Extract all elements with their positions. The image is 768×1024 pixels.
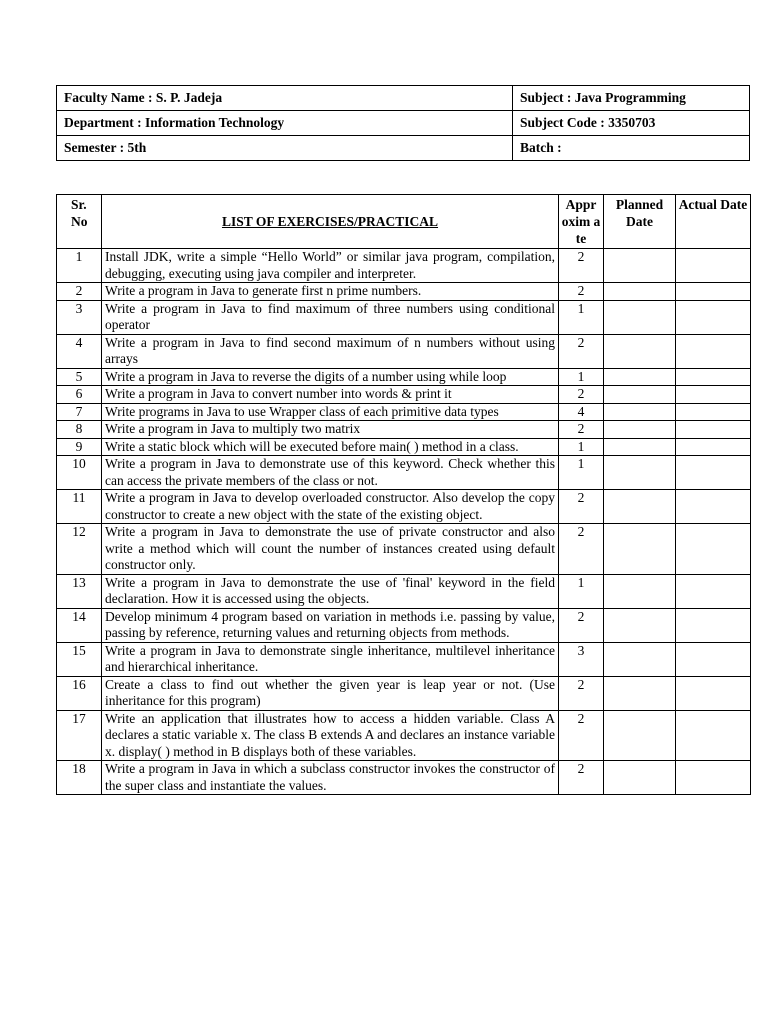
- approx-hours: 2: [559, 249, 604, 283]
- row-number: 18: [57, 761, 102, 795]
- planned-date: [604, 490, 676, 524]
- exercise-description: Develop minimum 4 program based on variation in methods i.e. passing by value, passing by reference, returning values and returning objects from methods.: [102, 608, 559, 642]
- table-row: [57, 524, 751, 575]
- table-row: [57, 300, 751, 334]
- exercise-description: Write a program in Java to find maximum of three numbers using conditional operator: [102, 300, 559, 334]
- header-approx-hours: Appr oxim a te: [559, 195, 604, 249]
- row-number: 12: [57, 524, 102, 575]
- planned-date: [604, 368, 676, 386]
- table-row: [57, 642, 751, 676]
- row-number: 2: [57, 283, 102, 301]
- exercise-description: Write programs in Java to use Wrapper class of each primitive data types: [102, 403, 559, 421]
- row-number: 14: [57, 608, 102, 642]
- actual-date: [676, 386, 751, 404]
- exercise-description: Write a program in Java to develop overloaded constructor. Also develop the copy constructor to create a new object with the state of the existing object.: [102, 490, 559, 524]
- approx-hours: 1: [559, 300, 604, 334]
- exercise-description: Write a program in Java to reverse the digits of a number using while loop: [102, 368, 559, 386]
- row-number: 6: [57, 386, 102, 404]
- row-number: 3: [57, 300, 102, 334]
- faculty-name: Faculty Name : S. P. Jadeja: [57, 86, 513, 111]
- table-header-row: [57, 195, 751, 249]
- exercise-description: Write a program in Java to demonstrate the use of 'final' keyword in the field declaration. How it is accessed using the objects.: [102, 574, 559, 608]
- row-number: 16: [57, 676, 102, 710]
- approx-hours: 2: [559, 283, 604, 301]
- table-row: [57, 761, 751, 795]
- department-name: Department : Information Technology: [57, 111, 513, 136]
- table-row: [57, 421, 751, 439]
- row-number: 11: [57, 490, 102, 524]
- actual-date: [676, 456, 751, 490]
- header-planned-date: Planned Date: [604, 195, 676, 249]
- table-row: [57, 403, 751, 421]
- planned-date: [604, 438, 676, 456]
- planned-date: [604, 574, 676, 608]
- header-actual-date: Actual Date: [676, 195, 751, 249]
- exercise-description: Write a program in Java to convert number into words & print it: [102, 386, 559, 404]
- table-row: [57, 608, 751, 642]
- approx-hours: 2: [559, 608, 604, 642]
- exercise-rows: [57, 249, 751, 795]
- row-number: 8: [57, 421, 102, 439]
- planned-date: [604, 642, 676, 676]
- planned-date: [604, 386, 676, 404]
- table-row: [57, 386, 751, 404]
- actual-date: [676, 490, 751, 524]
- exercise-list-table: [56, 194, 751, 795]
- exercise-description: Write a program in Java to demonstrate use of this keyword. Check whether this can access the private members of the class or not.: [102, 456, 559, 490]
- approx-hours: 1: [559, 456, 604, 490]
- row-number: 15: [57, 642, 102, 676]
- info-row: [57, 111, 750, 136]
- row-number: 9: [57, 438, 102, 456]
- subject-code: Subject Code : 3350703: [513, 111, 750, 136]
- semester: Semester : 5th: [57, 136, 513, 161]
- approx-hours: 1: [559, 574, 604, 608]
- table-row: [57, 490, 751, 524]
- row-number: 10: [57, 456, 102, 490]
- row-number: 1: [57, 249, 102, 283]
- header-sr-no: Sr. No: [57, 195, 102, 249]
- approx-hours: 1: [559, 438, 604, 456]
- batch: Batch :: [513, 136, 750, 161]
- approx-hours: 2: [559, 761, 604, 795]
- row-number: 4: [57, 334, 102, 368]
- row-number: 17: [57, 710, 102, 761]
- faculty-info-table: [56, 85, 750, 161]
- approx-hours: 2: [559, 524, 604, 575]
- actual-date: [676, 421, 751, 439]
- exercise-description: Write a program in Java to find second maximum of n numbers without using arrays: [102, 334, 559, 368]
- row-number: 5: [57, 368, 102, 386]
- approx-hours: 4: [559, 403, 604, 421]
- exercise-description: Write a program in Java to multiply two matrix: [102, 421, 559, 439]
- actual-date: [676, 574, 751, 608]
- approx-hours: 1: [559, 368, 604, 386]
- planned-date: [604, 300, 676, 334]
- table-row: [57, 456, 751, 490]
- actual-date: [676, 283, 751, 301]
- actual-date: [676, 642, 751, 676]
- planned-date: [604, 710, 676, 761]
- exercise-description: Install JDK, write a simple “Hello World” or similar java program, compilation, debugging, executing using java compiler and interpreter.: [102, 249, 559, 283]
- approx-hours: 3: [559, 642, 604, 676]
- actual-date: [676, 403, 751, 421]
- actual-date: [676, 761, 751, 795]
- planned-date: [604, 403, 676, 421]
- actual-date: [676, 300, 751, 334]
- approx-hours: 2: [559, 421, 604, 439]
- approx-hours: 2: [559, 386, 604, 404]
- table-row: [57, 334, 751, 368]
- table-row: [57, 249, 751, 283]
- row-number: 7: [57, 403, 102, 421]
- planned-date: [604, 524, 676, 575]
- planned-date: [604, 334, 676, 368]
- table-row: [57, 574, 751, 608]
- actual-date: [676, 676, 751, 710]
- actual-date: [676, 438, 751, 456]
- actual-date: [676, 608, 751, 642]
- approx-hours: 2: [559, 334, 604, 368]
- planned-date: [604, 283, 676, 301]
- planned-date: [604, 249, 676, 283]
- table-row: [57, 710, 751, 761]
- actual-date: [676, 710, 751, 761]
- row-number: 13: [57, 574, 102, 608]
- approx-hours: 2: [559, 710, 604, 761]
- planned-date: [604, 761, 676, 795]
- actual-date: [676, 249, 751, 283]
- planned-date: [604, 421, 676, 439]
- exercise-description: Write a program in Java to generate first n prime numbers.: [102, 283, 559, 301]
- exercise-description: Write a program in Java to demonstrate single inheritance, multilevel inheritance and hierarchical inheritance.: [102, 642, 559, 676]
- exercise-description: Write a program in Java to demonstrate the use of private constructor and also write a method which will count the number of instances created using default constructor only.: [102, 524, 559, 575]
- actual-date: [676, 368, 751, 386]
- info-row: [57, 86, 750, 111]
- actual-date: [676, 334, 751, 368]
- exercise-description: Write an application that illustrates how to access a hidden variable. Class A declares a static variable x. The class B extends A and declares an instance variable x. display( ) method in B displays both of these variables.: [102, 710, 559, 761]
- planned-date: [604, 676, 676, 710]
- approx-hours: 2: [559, 676, 604, 710]
- approx-hours: 2: [559, 490, 604, 524]
- info-row: [57, 136, 750, 161]
- subject-name: Subject : Java Programming: [513, 86, 750, 111]
- table-row: [57, 368, 751, 386]
- exercise-description: Create a class to find out whether the given year is leap year or not. (Use inheritance for this program): [102, 676, 559, 710]
- planned-date: [604, 456, 676, 490]
- table-row: [57, 283, 751, 301]
- header-title: LIST OF EXERCISES/PRACTICAL: [102, 195, 559, 249]
- exercise-description: Write a static block which will be executed before main( ) method in a class.: [102, 438, 559, 456]
- table-row: [57, 676, 751, 710]
- exercise-description: Write a program in Java in which a subclass constructor invokes the constructor of the super class and instantiate the values.: [102, 761, 559, 795]
- planned-date: [604, 608, 676, 642]
- actual-date: [676, 524, 751, 575]
- table-row: [57, 438, 751, 456]
